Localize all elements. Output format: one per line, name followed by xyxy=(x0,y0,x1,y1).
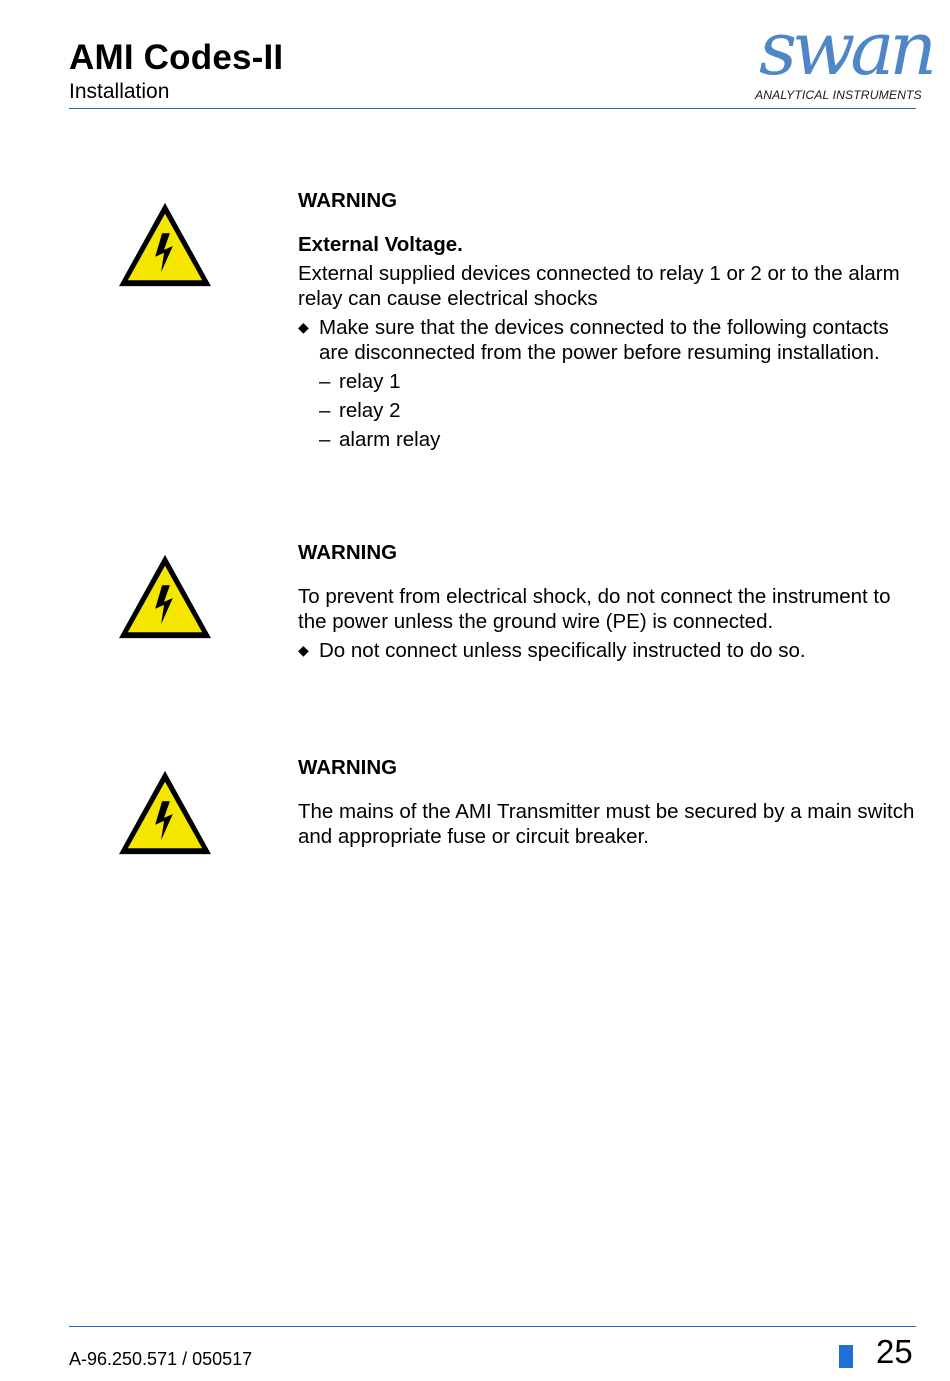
list-item-text: alarm relay xyxy=(339,428,441,451)
list-item xyxy=(298,369,918,394)
warning-block-ground-wire xyxy=(298,540,918,663)
bullet-text: Do not connect unless specifically instructed to do so. xyxy=(319,639,806,662)
swan-logo xyxy=(755,6,933,104)
warning-bullet xyxy=(298,638,918,663)
list-item xyxy=(298,427,918,452)
page-number: 25 xyxy=(876,1333,913,1370)
warning-text: External supplied devices connected to relay 1 or 2 or to the alarm relay can cause electrical shocks xyxy=(298,262,900,310)
logo-word: swan xyxy=(759,6,933,92)
document-number: A-96.250.571 / 050517 xyxy=(69,1349,253,1369)
document-title: AMI Codes-II xyxy=(69,38,284,77)
warning-bullet xyxy=(298,315,918,365)
list-item-text: relay 2 xyxy=(339,399,401,422)
list-item-text: relay 1 xyxy=(339,370,401,393)
warning-text: To prevent from electrical shock, do not connect the instrument to the power unless the ground wire (PE) is connected. xyxy=(298,585,891,633)
high-voltage-warning-icon xyxy=(116,768,214,858)
logo-tagline: ANALYTICAL INSTRUMENTS xyxy=(755,88,922,102)
dash-marker: – xyxy=(319,370,331,393)
warning-block-mains xyxy=(298,755,918,849)
high-voltage-warning-icon xyxy=(116,200,214,290)
warning-block-external-voltage xyxy=(298,188,918,452)
section-subtitle: Installation xyxy=(69,80,170,103)
footer-rule xyxy=(69,1326,916,1327)
list-item xyxy=(298,398,918,423)
warning-subheading: External Voltage. xyxy=(298,233,463,256)
warning-heading: WARNING xyxy=(298,541,398,564)
page-marker xyxy=(839,1345,853,1368)
warning-text: The mains of the AMI Transmitter must be secured by a main switch and appropriate fuse or circuit breaker. xyxy=(298,800,915,848)
header-rule xyxy=(69,108,916,109)
warning-heading: WARNING xyxy=(298,756,398,779)
dash-marker: – xyxy=(319,399,331,422)
warning-heading: WARNING xyxy=(298,189,398,212)
bullet-text: Make sure that the devices connected to the following contacts are disconnected from the power before resuming installation. xyxy=(319,316,889,364)
high-voltage-warning-icon xyxy=(116,552,214,642)
diamond-bullet-icon: ◆ xyxy=(298,319,309,335)
dash-marker: – xyxy=(319,428,331,451)
diamond-bullet-icon: ◆ xyxy=(298,642,309,658)
